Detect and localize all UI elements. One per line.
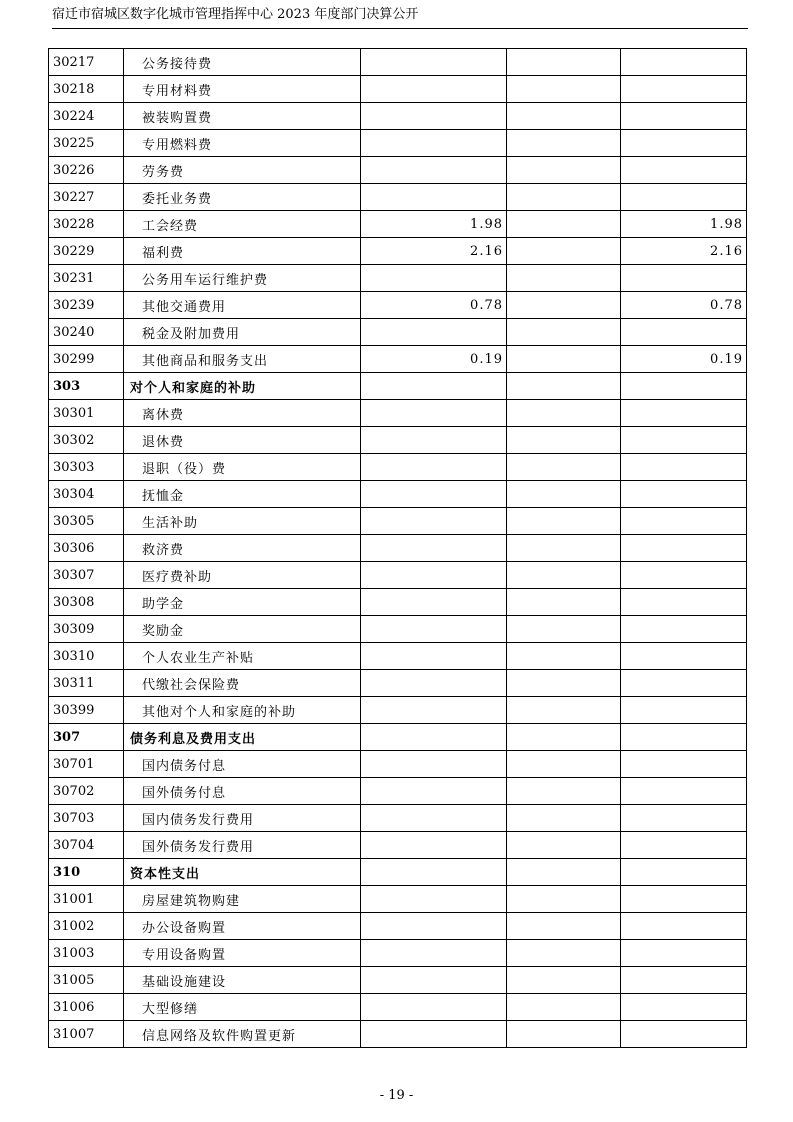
row-value-cell (507, 859, 621, 886)
row-name-cell: 离休费 (124, 400, 361, 427)
row-value-cell (621, 832, 747, 859)
row-value-cell (361, 778, 507, 805)
row-value-cell (621, 751, 747, 778)
row-code-cell: 30704 (49, 832, 124, 859)
row-value-cell (361, 805, 507, 832)
row-value-cell (621, 940, 747, 967)
row-value-cell (621, 643, 747, 670)
table-row (49, 319, 747, 346)
row-name-cell: 对个人和家庭的补助 (124, 373, 361, 400)
row-value-cell (361, 859, 507, 886)
row-code-cell: 30702 (49, 778, 124, 805)
row-code-cell: 30229 (49, 238, 124, 265)
table-row (49, 886, 747, 913)
row-name-cell: 国外债务发行费用 (124, 832, 361, 859)
row-value-cell (621, 103, 747, 130)
row-value-cell: 2.16 (621, 238, 747, 265)
row-value-cell (621, 994, 747, 1021)
row-code-cell: 30217 (49, 49, 124, 76)
row-value-cell (361, 697, 507, 724)
expenditure-table (48, 48, 747, 1048)
row-name-cell: 国外债务付息 (124, 778, 361, 805)
table-row (49, 508, 747, 535)
row-name-cell: 公务用车运行维护费 (124, 265, 361, 292)
table-row (49, 427, 747, 454)
row-value-cell (621, 481, 747, 508)
row-value-cell (361, 454, 507, 481)
row-value-cell (361, 670, 507, 697)
row-value-cell: 0.19 (361, 346, 507, 373)
row-value-cell (361, 76, 507, 103)
table-row (49, 913, 747, 940)
table-row (49, 238, 747, 265)
row-value-cell (507, 265, 621, 292)
table-row (49, 751, 747, 778)
row-name-cell: 奖励金 (124, 616, 361, 643)
row-value-cell (621, 562, 747, 589)
row-value-cell (507, 778, 621, 805)
row-value-cell: 0.19 (621, 346, 747, 373)
row-value-cell (507, 751, 621, 778)
row-value-cell (507, 913, 621, 940)
row-code-cell: 30218 (49, 76, 124, 103)
row-value-cell (507, 805, 621, 832)
table-row (49, 103, 747, 130)
table-row (49, 400, 747, 427)
row-name-cell: 被装购置费 (124, 103, 361, 130)
row-value-cell (361, 103, 507, 130)
row-value-cell (507, 940, 621, 967)
row-value-cell (361, 427, 507, 454)
row-name-cell: 专用材料费 (124, 76, 361, 103)
row-value-cell (507, 967, 621, 994)
row-value-cell (621, 400, 747, 427)
row-value-cell (507, 211, 621, 238)
row-code-cell: 30307 (49, 562, 124, 589)
row-code-cell: 307 (49, 724, 124, 751)
row-value-cell (621, 157, 747, 184)
row-code-cell: 30301 (49, 400, 124, 427)
row-value-cell (507, 184, 621, 211)
row-value-cell (621, 589, 747, 616)
row-value-cell (507, 76, 621, 103)
table-row (49, 481, 747, 508)
row-code-cell: 31006 (49, 994, 124, 1021)
table-row (49, 589, 747, 616)
row-name-cell: 税金及附加费用 (124, 319, 361, 346)
row-value-cell (361, 184, 507, 211)
row-value-cell (621, 508, 747, 535)
row-value-cell (361, 508, 507, 535)
row-value-cell (361, 886, 507, 913)
row-value-cell (361, 373, 507, 400)
row-value-cell (361, 535, 507, 562)
row-name-cell: 医疗费补助 (124, 562, 361, 589)
row-value-cell (507, 454, 621, 481)
table-row (49, 211, 747, 238)
row-value-cell (507, 616, 621, 643)
row-value-cell: 1.98 (621, 211, 747, 238)
table-row (49, 967, 747, 994)
row-value-cell (621, 805, 747, 832)
row-name-cell: 资本性支出 (124, 859, 361, 886)
row-value-cell (361, 913, 507, 940)
row-code-cell: 30299 (49, 346, 124, 373)
row-value-cell (361, 157, 507, 184)
row-value-cell (507, 886, 621, 913)
row-name-cell: 房屋建筑物购建 (124, 886, 361, 913)
table-row (49, 643, 747, 670)
row-code-cell: 30310 (49, 643, 124, 670)
row-code-cell: 30226 (49, 157, 124, 184)
row-value-cell (507, 724, 621, 751)
table-row (49, 697, 747, 724)
table-row (49, 562, 747, 589)
table-row (49, 832, 747, 859)
row-value-cell (507, 292, 621, 319)
row-value-cell (621, 724, 747, 751)
table-row (49, 130, 747, 157)
row-name-cell: 大型修缮 (124, 994, 361, 1021)
row-value-cell (507, 697, 621, 724)
row-code-cell: 31001 (49, 886, 124, 913)
table-row (49, 859, 747, 886)
row-value-cell (507, 427, 621, 454)
row-value-cell (621, 967, 747, 994)
row-value-cell (621, 859, 747, 886)
row-code-cell: 30311 (49, 670, 124, 697)
row-value-cell (507, 49, 621, 76)
row-value-cell (361, 481, 507, 508)
row-value-cell (507, 670, 621, 697)
table-row (49, 373, 747, 400)
row-value-cell (507, 238, 621, 265)
row-value-cell (621, 427, 747, 454)
row-name-cell: 债务利息及费用支出 (124, 724, 361, 751)
row-value-cell (507, 319, 621, 346)
row-name-cell: 退职（役）费 (124, 454, 361, 481)
table-row (49, 454, 747, 481)
row-value-cell (507, 643, 621, 670)
row-value-cell (621, 454, 747, 481)
row-code-cell: 30309 (49, 616, 124, 643)
row-name-cell: 救济费 (124, 535, 361, 562)
table-row (49, 157, 747, 184)
row-code-cell: 310 (49, 859, 124, 886)
table-row (49, 1021, 747, 1048)
row-value-cell: 0.78 (621, 292, 747, 319)
row-value-cell (507, 400, 621, 427)
table-row (49, 346, 747, 373)
row-code-cell: 31003 (49, 940, 124, 967)
row-name-cell: 国内债务发行费用 (124, 805, 361, 832)
row-value-cell (621, 913, 747, 940)
row-value-cell (361, 562, 507, 589)
row-value-cell: 0.78 (361, 292, 507, 319)
row-name-cell: 国内债务付息 (124, 751, 361, 778)
row-code-cell: 30302 (49, 427, 124, 454)
row-name-cell: 基础设施建设 (124, 967, 361, 994)
table-body (49, 49, 747, 1048)
row-name-cell: 福利费 (124, 238, 361, 265)
row-value-cell (361, 616, 507, 643)
row-name-cell: 其他商品和服务支出 (124, 346, 361, 373)
row-value-cell (621, 778, 747, 805)
row-value-cell (621, 886, 747, 913)
row-value-cell (361, 724, 507, 751)
table-row (49, 292, 747, 319)
table-row (49, 616, 747, 643)
row-value-cell (507, 481, 621, 508)
row-name-cell: 退休费 (124, 427, 361, 454)
row-value-cell (507, 1021, 621, 1048)
row-value-cell (507, 589, 621, 616)
row-value-cell (621, 49, 747, 76)
row-name-cell: 办公设备购置 (124, 913, 361, 940)
row-value-cell (361, 967, 507, 994)
table-row (49, 994, 747, 1021)
row-value-cell (621, 184, 747, 211)
row-value-cell (621, 76, 747, 103)
row-name-cell: 个人农业生产补贴 (124, 643, 361, 670)
row-code-cell: 30304 (49, 481, 124, 508)
row-name-cell: 专用燃料费 (124, 130, 361, 157)
row-name-cell: 信息网络及软件购置更新 (124, 1021, 361, 1048)
row-value-cell (507, 103, 621, 130)
row-code-cell: 30308 (49, 589, 124, 616)
row-value-cell (621, 535, 747, 562)
row-name-cell: 其他对个人和家庭的补助 (124, 697, 361, 724)
page-number: - 19 - (379, 1088, 414, 1103)
table-row (49, 49, 747, 76)
row-code-cell: 30399 (49, 697, 124, 724)
row-value-cell (621, 697, 747, 724)
row-name-cell: 委托业务费 (124, 184, 361, 211)
row-code-cell: 30240 (49, 319, 124, 346)
row-code-cell: 31007 (49, 1021, 124, 1048)
row-code-cell: 31005 (49, 967, 124, 994)
row-value-cell (507, 373, 621, 400)
row-code-cell: 30305 (49, 508, 124, 535)
row-value-cell (361, 319, 507, 346)
row-value-cell (507, 994, 621, 1021)
row-code-cell: 30231 (49, 265, 124, 292)
row-value-cell (361, 1021, 507, 1048)
row-name-cell: 工会经费 (124, 211, 361, 238)
table-row (49, 535, 747, 562)
row-name-cell: 代缴社会保险费 (124, 670, 361, 697)
row-code-cell: 30227 (49, 184, 124, 211)
row-code-cell: 30224 (49, 103, 124, 130)
row-value-cell (621, 1021, 747, 1048)
table-row (49, 76, 747, 103)
row-value-cell (361, 265, 507, 292)
row-code-cell: 30701 (49, 751, 124, 778)
row-code-cell: 303 (49, 373, 124, 400)
row-value-cell (621, 616, 747, 643)
row-value-cell (507, 832, 621, 859)
row-value-cell (507, 562, 621, 589)
row-value-cell (361, 400, 507, 427)
row-name-cell: 劳务费 (124, 157, 361, 184)
table-row (49, 778, 747, 805)
row-name-cell: 其他交通费用 (124, 292, 361, 319)
table-row (49, 940, 747, 967)
table-row (49, 184, 747, 211)
table-row (49, 670, 747, 697)
row-value-cell (621, 373, 747, 400)
row-value-cell (507, 346, 621, 373)
row-value-cell (361, 643, 507, 670)
row-value-cell (361, 994, 507, 1021)
document-header: 宿迁市宿城区数字化城市管理指挥中心 2023 年度部门决算公开 (52, 4, 748, 29)
row-value-cell (621, 670, 747, 697)
table-row (49, 265, 747, 292)
row-value-cell (361, 130, 507, 157)
row-name-cell: 助学金 (124, 589, 361, 616)
row-code-cell: 31002 (49, 913, 124, 940)
row-value-cell (361, 589, 507, 616)
row-value-cell (621, 130, 747, 157)
row-value-cell (507, 157, 621, 184)
row-value-cell: 2.16 (361, 238, 507, 265)
row-code-cell: 30225 (49, 130, 124, 157)
row-value-cell (621, 319, 747, 346)
row-name-cell: 专用设备购置 (124, 940, 361, 967)
row-name-cell: 抚恤金 (124, 481, 361, 508)
row-value-cell (361, 832, 507, 859)
row-name-cell: 公务接待费 (124, 49, 361, 76)
row-code-cell: 30228 (49, 211, 124, 238)
table-row (49, 724, 747, 751)
row-value-cell: 1.98 (361, 211, 507, 238)
row-code-cell: 30703 (49, 805, 124, 832)
row-name-cell: 生活补助 (124, 508, 361, 535)
row-value-cell (507, 535, 621, 562)
table-row (49, 805, 747, 832)
row-code-cell: 30303 (49, 454, 124, 481)
row-value-cell (361, 751, 507, 778)
row-code-cell: 30239 (49, 292, 124, 319)
row-value-cell (361, 940, 507, 967)
row-value-cell (507, 130, 621, 157)
row-value-cell (621, 265, 747, 292)
row-code-cell: 30306 (49, 535, 124, 562)
row-value-cell (361, 49, 507, 76)
row-value-cell (507, 508, 621, 535)
